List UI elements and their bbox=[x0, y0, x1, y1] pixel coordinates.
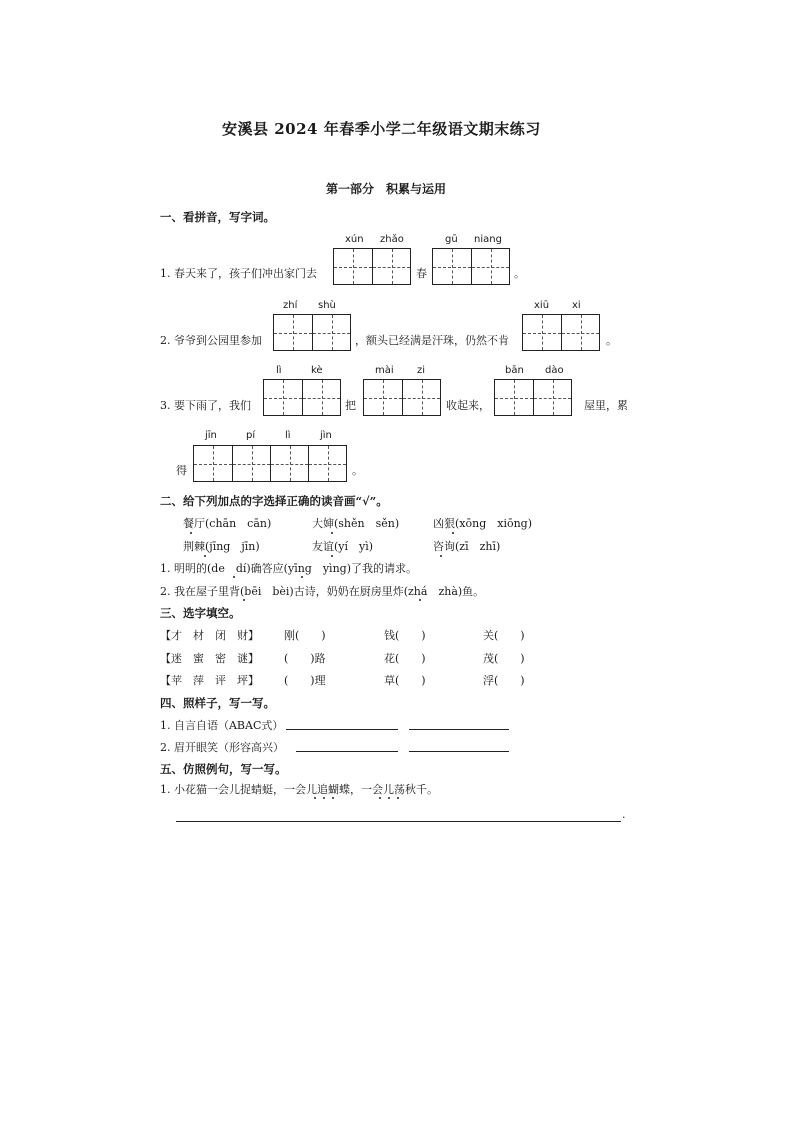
q1-end: 。 bbox=[514, 267, 525, 280]
emphasis-dot bbox=[332, 797, 334, 799]
q1-mid: 春 bbox=[416, 267, 427, 280]
choice-item[interactable]: 咨询(zī zhī) bbox=[433, 540, 501, 553]
pinyin: shù bbox=[318, 300, 336, 311]
writing-grid[interactable] bbox=[363, 379, 441, 416]
pinyin: gū bbox=[445, 234, 458, 245]
writing-grid[interactable] bbox=[432, 248, 510, 285]
emphasis-dot bbox=[233, 576, 235, 578]
pinyin: kè bbox=[311, 365, 323, 376]
pinyin: xún bbox=[345, 234, 364, 245]
fill-blank[interactable]: 钱( ) bbox=[384, 629, 426, 642]
section-2-heading: 二、给下列加点的字选择正确的读音画“√”。 bbox=[160, 494, 388, 508]
emphasis-dot bbox=[204, 555, 206, 557]
fill-blank[interactable]: ( )理 bbox=[284, 674, 326, 687]
char-group: 【迷 蜜 密 谜】 bbox=[160, 652, 259, 665]
writing-grid[interactable] bbox=[494, 379, 572, 416]
pinyin: xiū bbox=[534, 300, 550, 311]
choice-item[interactable]: 餐厅(chān cān) bbox=[183, 517, 272, 530]
q4-end: 。 bbox=[352, 464, 363, 477]
fill-blank[interactable]: 草( ) bbox=[384, 674, 426, 687]
writing-grid[interactable] bbox=[333, 248, 411, 285]
section-1-heading: 一、看拼音，写字词。 bbox=[160, 210, 275, 224]
answer-line[interactable] bbox=[296, 751, 398, 752]
q1-prefix: 1. 春天来了，孩子们冲出家门去 bbox=[160, 267, 317, 280]
q3-mid1: 把 bbox=[345, 399, 356, 412]
s4-question-2: 2. 眉开眼笑（形容高兴） bbox=[160, 741, 284, 754]
q2-prefix: 2. 爷爷到公园里参加 bbox=[160, 334, 262, 347]
emphasis-dot bbox=[301, 576, 303, 578]
section-4-heading: 四、照样子，写一写。 bbox=[160, 696, 275, 710]
answer-line[interactable] bbox=[286, 729, 398, 730]
emphasis-dot bbox=[314, 797, 316, 799]
answer-line[interactable] bbox=[409, 729, 509, 730]
s2-question-1: 1. 明明的(de dí)确答应(yīng yìng)了我的请求。 bbox=[160, 562, 417, 575]
emphasis-dot bbox=[397, 797, 399, 799]
pinyin: zhí bbox=[283, 300, 298, 311]
emphasis-dot bbox=[190, 532, 192, 534]
choice-item[interactable]: 凶狠(xōng xiōng) bbox=[433, 517, 533, 530]
writing-grid[interactable] bbox=[522, 314, 600, 351]
choice-item[interactable]: 荆棘(jīng jīn) bbox=[183, 540, 260, 553]
pinyin: niang bbox=[474, 234, 502, 245]
fill-blank[interactable]: ( )路 bbox=[284, 652, 326, 665]
fill-blank[interactable]: 茂( ) bbox=[483, 652, 525, 665]
answer-line[interactable] bbox=[409, 751, 509, 752]
pinyin: bān bbox=[505, 365, 524, 376]
choice-item[interactable]: 友谊(yí yì) bbox=[312, 540, 374, 553]
emphasis-dot bbox=[379, 797, 381, 799]
answer-line[interactable] bbox=[176, 821, 621, 822]
writing-grid[interactable] bbox=[273, 314, 351, 351]
emphasis-dot bbox=[331, 555, 333, 557]
pinyin: zhǎo bbox=[380, 234, 404, 245]
q2-mid: ，额头已经满是汗珠，仍然不肯 bbox=[355, 334, 509, 347]
pinyin: zi bbox=[417, 365, 426, 376]
q2-end: 。 bbox=[606, 334, 617, 347]
pinyin: mài bbox=[375, 365, 394, 376]
fill-blank[interactable]: 花( ) bbox=[384, 652, 426, 665]
char-group: 【苹 萍 评 坪】 bbox=[160, 674, 259, 687]
page-title: 安溪县 2024 年春季小学二年级语文期末练习 bbox=[222, 120, 541, 138]
q3-prefix: 3. 要下雨了，我们 bbox=[160, 399, 251, 412]
pinyin: jīn bbox=[205, 430, 217, 441]
part-title: 第一部分 积累与运用 bbox=[326, 182, 447, 196]
emphasis-dot bbox=[440, 555, 442, 557]
emphasis-dot bbox=[419, 599, 421, 601]
pinyin: jìn bbox=[320, 430, 332, 441]
emphasis-dot bbox=[243, 599, 245, 601]
char-group: 【才 材 闭 财】 bbox=[160, 629, 259, 642]
fill-blank[interactable]: 浮( ) bbox=[483, 674, 525, 687]
s5-end: . bbox=[622, 808, 626, 821]
s5-example: 1. 小花猫一会儿捉蜻蜓，一会儿追蝴蝶，一会儿荡秋千。 bbox=[160, 783, 438, 796]
choice-item[interactable]: 大婶(shěn sěn) bbox=[312, 517, 400, 530]
q4-prefix: 得 bbox=[176, 464, 187, 477]
q3-end: 屋里，累 bbox=[584, 399, 628, 412]
section-3-heading: 三、选字填空。 bbox=[160, 606, 241, 620]
q3-mid2: 收起来， bbox=[446, 399, 490, 412]
pinyin: pí bbox=[246, 430, 256, 441]
emphasis-dot bbox=[331, 532, 333, 534]
s2-question-2: 2. 我在屋子里背(bēi bèi)古诗，奶奶在厨房里炸(zhá zhà)鱼。 bbox=[160, 585, 485, 598]
writing-grid[interactable] bbox=[263, 379, 341, 416]
pinyin: xi bbox=[572, 300, 581, 311]
fill-blank[interactable]: 关( ) bbox=[483, 629, 525, 642]
writing-grid[interactable] bbox=[193, 445, 347, 482]
section-5-heading: 五、仿照例句，写一写。 bbox=[160, 762, 287, 776]
emphasis-dot bbox=[388, 797, 390, 799]
emphasis-dot bbox=[323, 797, 325, 799]
pinyin: lì bbox=[285, 430, 291, 441]
pinyin: lì bbox=[276, 365, 282, 376]
pinyin: dào bbox=[545, 365, 564, 376]
fill-blank[interactable]: 刚( ) bbox=[284, 629, 326, 642]
s4-question-1: 1. 自言自语（ABAC式） bbox=[160, 719, 284, 732]
emphasis-dot bbox=[452, 532, 454, 534]
